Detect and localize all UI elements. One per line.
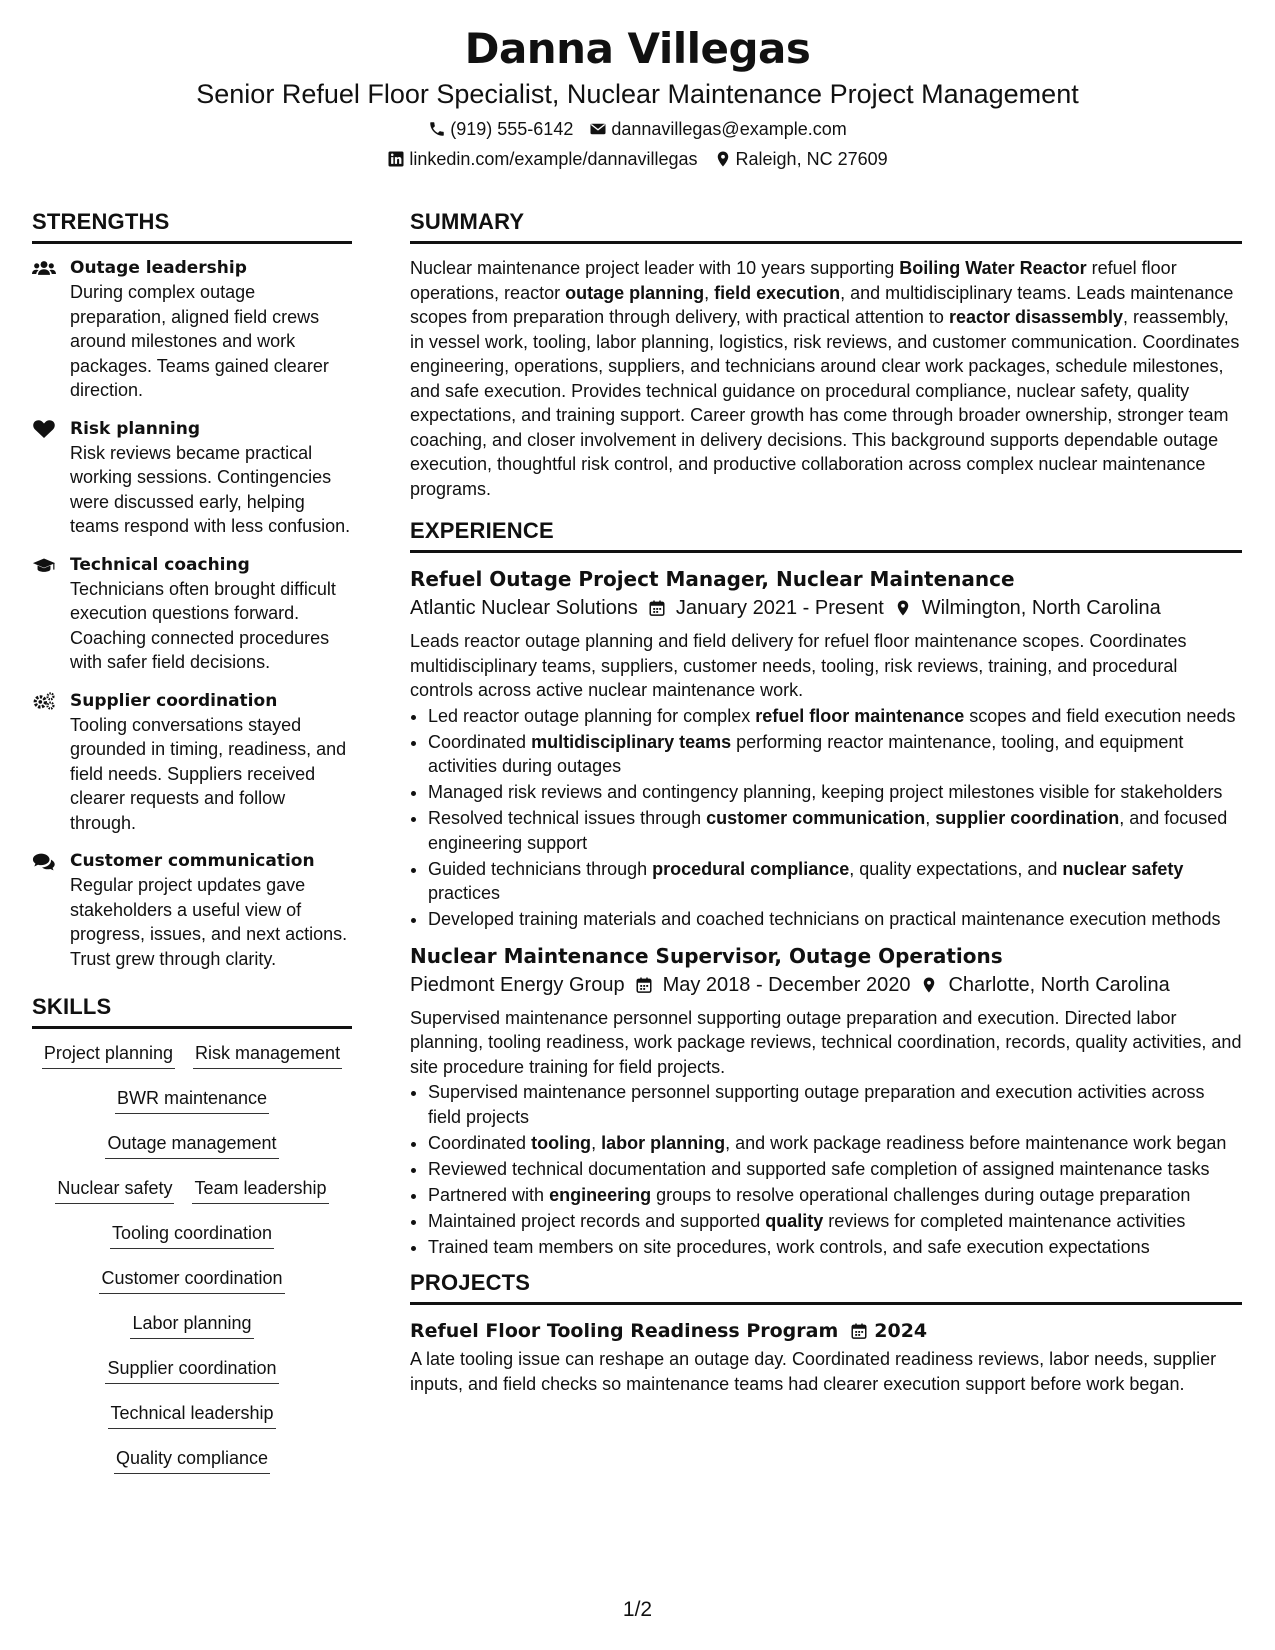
linkedin-contact[interactable] <box>387 147 697 171</box>
highlight-text: quality <box>765 1210 824 1231</box>
skills-list <box>32 1041 352 1491</box>
skill-row <box>32 1401 352 1446</box>
highlight-text: labor planning <box>601 1132 726 1153</box>
text-run: practices <box>428 883 501 903</box>
bullet-item <box>428 780 1242 805</box>
strength-title: Risk planning <box>70 418 201 439</box>
job-entry <box>410 565 1242 932</box>
linkedin-url[interactable]: linkedin.com/example/dannavillegas <box>409 149 698 169</box>
project-title: Refuel Floor Tooling Readiness Program <box>410 1320 839 1342</box>
skill-row <box>32 1266 352 1311</box>
project-item <box>410 1317 1242 1396</box>
bullet-item <box>428 1157 1242 1182</box>
highlight-text: tooling <box>531 1132 592 1153</box>
highlight-text: procedural compliance <box>652 858 850 879</box>
contact-row-2 <box>0 147 1275 171</box>
job-bullets <box>410 1080 1242 1259</box>
bullet-item <box>428 1183 1242 1208</box>
skill-tag: Nuclear safety <box>55 1176 174 1204</box>
strength-title: Customer communication <box>70 851 315 871</box>
text-run: , reassembly, in vessel work, tooling, labor planning, logistics, risk reviews, and customer communication. Coordinates engineering, operations, suppliers, and technicians around clear work packages, schedule milestones, and safe execution. Provides technical guidance on procedural compliance, nuclear safety, quality expectations, and training support. Career growth has come through broader ownership, stronger team coaching, and closer involvement in delivery decisions. This background supports dependable outage execution, thoughtful risk control, and productive collaboration across complex nuclear maintenance programs. <box>410 307 1240 499</box>
skill-tag: Technical leadership <box>108 1401 275 1429</box>
text-run: , quality expectations, and <box>849 858 1063 879</box>
strength-description: Tooling conversations stayed grounded in timing, readiness, and field needs. Suppliers received clearer requests and follow through. <box>70 714 347 833</box>
strength-description: Risk reviews became practical working sessions. Contingencies were discussed early, helping teams respond with less confusion. <box>70 442 351 536</box>
text-run: Partnered with <box>428 1184 550 1205</box>
text-run: scopes and field execution needs <box>964 705 1236 726</box>
skill-row <box>32 1086 352 1131</box>
graduation-cap-icon <box>32 555 56 575</box>
experience-list <box>410 565 1242 1259</box>
phone-number: (919) 555-6142 <box>450 119 574 139</box>
map-marker-icon <box>714 150 732 168</box>
job-description: Supervised maintenance personnel supporting outage preparation and execution. Directed labor planning, tooling readiness, work package reviews, technical coordination, records, quality activities, and site procedure training for field projects. <box>410 1007 1242 1077</box>
text-run: Guided technicians through <box>428 858 653 879</box>
calendar-icon <box>850 1322 868 1340</box>
job-meta <box>410 970 1242 1000</box>
text-run: Developed training materials and coached technicians on practical maintenance execution methods <box>428 909 1221 929</box>
heart-icon <box>32 419 56 439</box>
email-address[interactable]: dannavillegas@example.com <box>611 119 847 139</box>
highlight-text: nuclear safety <box>1062 858 1184 879</box>
text-run: , and multidisciplinary teams. Leads maintenance scopes from preparation through delivery, with practical attention to <box>410 282 1234 327</box>
location-contact <box>714 147 888 171</box>
skill-tag: Customer coordination <box>99 1266 284 1294</box>
phone-icon <box>428 120 446 138</box>
bullet-item <box>428 730 1242 779</box>
company-name: Atlantic Nuclear Solutions <box>410 597 638 619</box>
bullet-item <box>428 806 1242 855</box>
job-title: Refuel Outage Project Manager, Nuclear Maintenance <box>410 567 1015 591</box>
skill-tag: BWR maintenance <box>115 1086 269 1114</box>
text-run: Reviewed technical documentation and supported safe completion of assigned maintenance tasks <box>428 1158 1210 1179</box>
left-column <box>32 208 352 1491</box>
highlight-text: outage planning <box>565 282 705 303</box>
contact-row-1 <box>0 117 1275 141</box>
email-contact[interactable] <box>589 117 846 141</box>
skill-row <box>32 1041 352 1086</box>
text-run: Supervised maintenance personnel supporting outage preparation and execution activities across field projects <box>428 1082 1205 1127</box>
bullet-item <box>428 1235 1242 1260</box>
text-run: Coordinated <box>428 731 532 752</box>
job-location: Wilmington, North Carolina <box>921 597 1161 619</box>
project-year: 2024 <box>874 1320 928 1342</box>
strength-description: During complex outage preparation, aligned field crews around milestones and work packages. Teams gained clearer direction. <box>70 282 329 400</box>
experience-heading: EXPERIENCE <box>410 517 1242 553</box>
gears-icon <box>32 691 56 711</box>
highlight-text: engineering <box>549 1184 652 1205</box>
highlight-text: supplier coordination <box>935 808 1120 828</box>
skill-tag: Tooling coordination <box>110 1221 274 1249</box>
candidate-name: Danna Villegas <box>464 24 811 73</box>
envelope-icon <box>589 120 607 138</box>
company-name: Piedmont Energy Group <box>410 973 625 996</box>
users-icon <box>32 258 56 278</box>
strength-title: Supplier coordination <box>70 690 278 711</box>
strength-title: Outage leadership <box>70 258 247 278</box>
text-run: , <box>704 282 715 303</box>
page-number: 1/2 <box>622 1598 653 1621</box>
skill-tag: Labor planning <box>130 1311 253 1339</box>
resume-header <box>0 22 1275 171</box>
text-run: Maintained project records and supported <box>428 1210 766 1231</box>
job-meta <box>410 593 1242 623</box>
skill-tag: Team leadership <box>192 1176 328 1204</box>
job-dates: January 2021 - Present <box>675 597 884 619</box>
strengths-heading: STRENGTHS <box>32 208 352 244</box>
bullet-item <box>428 907 1242 932</box>
highlight-text: reactor disassembly <box>948 307 1124 327</box>
highlight-text: refuel floor maintenance <box>755 705 965 726</box>
skill-tag: Risk management <box>193 1041 342 1069</box>
skills-heading: SKILLS <box>32 993 352 1029</box>
text-run: , and focused engineering support <box>428 808 1228 853</box>
skill-row <box>32 1356 352 1401</box>
strength-item <box>32 417 352 539</box>
project-description: A late tooling issue can reshape an outage day. Coordinated readiness reviews, labor needs, supplier inputs, and field checks so maintenance teams had clearer execution support before work began. <box>410 1349 1217 1394</box>
highlight-text: customer communication <box>706 808 926 828</box>
strength-item <box>32 689 352 836</box>
highlight-text: field execution <box>714 282 841 303</box>
bullet-item <box>428 1209 1242 1234</box>
location-text: Raleigh, NC 27609 <box>735 149 888 169</box>
job-bullets <box>410 704 1242 932</box>
text-run: groups to resolve operational challenges during outage preparation <box>651 1184 1191 1205</box>
skill-tag: Outage management <box>105 1131 278 1159</box>
bullet-item <box>428 704 1242 729</box>
text-run: Nuclear maintenance project leader with 10 years supporting <box>410 258 900 278</box>
candidate-title: Senior Refuel Floor Specialist, Nuclear Maintenance Project Management <box>196 79 1079 109</box>
text-run: reviews for completed maintenance activities <box>823 1210 1186 1231</box>
summary-text <box>410 256 1242 501</box>
text-run: Resolved technical issues through <box>428 808 707 828</box>
job-dates: May 2018 - December 2020 <box>662 973 911 996</box>
skill-tag: Project planning <box>42 1041 175 1069</box>
skill-row <box>32 1176 352 1221</box>
job-location: Charlotte, North Carolina <box>948 973 1170 996</box>
text-run: performing reactor maintenance, tooling, and equipment activities during outages <box>428 731 1184 776</box>
bullet-item <box>428 857 1242 906</box>
right-column <box>410 208 1242 1396</box>
bullet-item <box>428 1131 1242 1156</box>
linkedin-icon <box>387 150 405 168</box>
strength-title: Technical coaching <box>70 554 250 575</box>
text-run: Managed risk reviews and contingency planning, keeping project milestones visible for stakeholders <box>428 782 1223 802</box>
strength-item <box>32 849 352 971</box>
strength-item <box>32 256 352 403</box>
strength-description: Regular project updates gave stakeholders a useful view of progress, issues, and next actions. Trust grew through clarity. <box>70 875 348 969</box>
skill-row <box>32 1221 352 1266</box>
job-entry <box>410 942 1242 1260</box>
job-title: Nuclear Maintenance Supervisor, Outage Operations <box>410 943 1003 968</box>
job-description: Leads reactor outage planning and field delivery for refuel floor maintenance scopes. Coordinates multidisciplinary teams, suppliers, customer needs, tooling, risk reviews, training, and procedural controls across active nuclear maintenance work. <box>410 631 1187 700</box>
text-run: Led reactor outage planning for complex <box>428 705 756 726</box>
skill-tag: Supplier coordination <box>105 1356 278 1384</box>
text-run: , <box>591 1132 602 1153</box>
summary-heading: SUMMARY <box>410 208 1242 244</box>
text-run: , <box>925 808 936 828</box>
text-run: , and work package readiness before maintenance work began <box>725 1132 1227 1153</box>
map-marker-icon <box>894 599 912 617</box>
bullet-item <box>428 1080 1242 1129</box>
calendar-icon <box>648 599 666 617</box>
text-run: Coordinated <box>428 1132 532 1153</box>
strength-description: Technicians often brought difficult execution questions forward. Coaching connected procedures with safer field decisions. <box>70 578 336 672</box>
phone-contact <box>428 117 573 141</box>
text-run: refuel floor operations, reactor <box>410 258 1177 303</box>
highlight-text: multidisciplinary teams <box>531 731 732 752</box>
strength-item <box>32 553 352 675</box>
calendar-icon <box>635 976 653 994</box>
skill-tag: Quality compliance <box>114 1446 270 1474</box>
skill-row <box>32 1311 352 1356</box>
comments-icon <box>32 851 56 871</box>
skill-row <box>32 1446 352 1491</box>
projects-heading: PROJECTS <box>410 1269 1242 1305</box>
skill-row <box>32 1131 352 1176</box>
text-run: Trained team members on site procedures, work controls, and safe execution expectations <box>428 1236 1150 1257</box>
highlight-text: Boiling Water Reactor <box>899 258 1087 278</box>
map-marker-icon <box>920 976 938 994</box>
